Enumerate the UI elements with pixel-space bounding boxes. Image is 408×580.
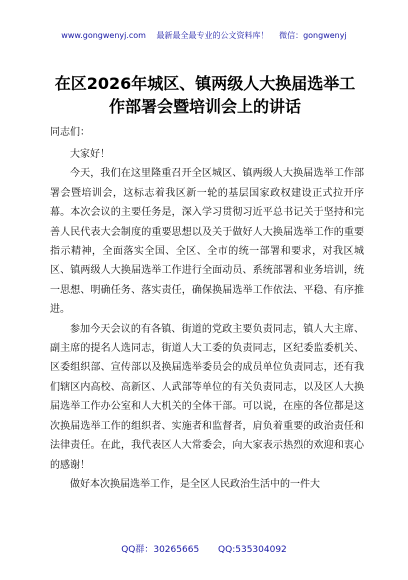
paragraph-greeting: 大家好！: [70, 149, 110, 160]
document-title: 在区2026年城区、镇两级人大换届选举工作部署会暨培训会上的讲话: [54, 74, 356, 116]
site-header: [0, 31, 408, 41]
salutation: 同志们：: [50, 127, 90, 138]
paragraph-opening: 今天，我们在这里隆重召开全区城区、镇两级人大换届选举工作部署会暨培训会，这标志着我区新一轮的基层国家政权建设正式拉开序幕。本次会议的主要任务是，深入学习贯彻习近平总书记关于坚持和完善人民代表大会制度的重要思想以及关于做好人大换届选举工作的重要指示精神，全面落实全国、全区、全市的统一部署和要求，对我区城区、镇两级人大换届选举工作进行全面动员、系统部署和业务培训，统一思想、明确任务、落实责任，确保换届选举工作依法、平稳、有序推进。: [50, 168, 364, 316]
site-footer: [0, 545, 408, 556]
wechat-id: 微信：gongwenyj: [279, 31, 347, 40]
paragraph-continuation: 做好本次换届选举工作，是全区人民政治生活中的一件大: [70, 478, 320, 490]
paragraph-attendees: 参加今天会议的有各镇、街道的党政主要负责同志，镇人大主席、副主席的提名人选同志，街道人大工委的负责同志，区纪委监委机关、区委组织部、宣传部以及换届选举委员会的成员单位负责同志，还有我们辖区内高校、高新区、人武部等单位的有关负责同志，以及区人大换届选举工作办公室和人大机关的全体干部。可以说，在座的各位都是这次换届选举工作的组织者、实施者和监督者，肩负着重要的政治责任和法律责任。在此，我代表区人大常委会，向大家表示热烈的欢迎和衷心的感谢！: [50, 323, 364, 471]
qq-group-number: QQ群：30265665: [121, 545, 200, 555]
qq-number: QQ:535304092: [218, 545, 287, 555]
site-slogan: 最新最全最专业的公文资料库！: [156, 31, 269, 40]
document-body: [50, 145, 364, 494]
site-url-link[interactable]: www.gongwenyj.com: [61, 31, 146, 40]
